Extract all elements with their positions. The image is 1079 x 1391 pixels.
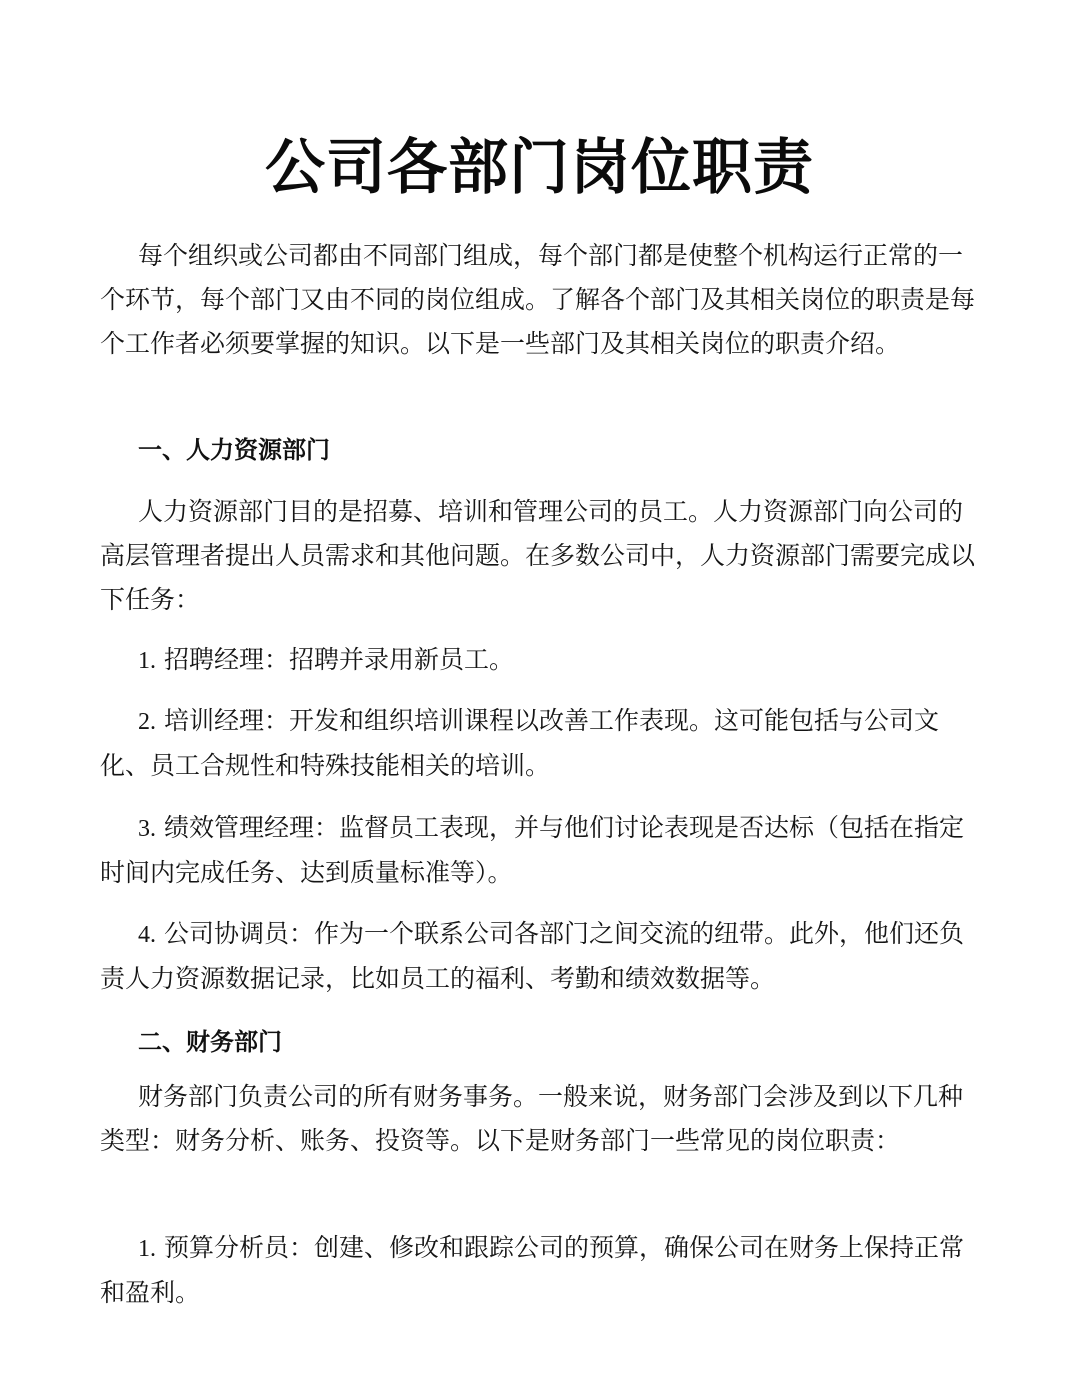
list-item-text: 公司协调员：作为一个联系公司各部门之间交流的纽带。此外，他们还负责人力资源数据记录，比如员工的福利、考勤和绩效数据等。 (100, 919, 964, 993)
list-item-hr-3 (100, 806, 980, 895)
list-item-text: 绩效管理经理：监督员工表现，并与他们讨论表现是否达标（包括在指定时间内完成任务、达到质量标准等）。 (100, 813, 964, 887)
section-intro-hr: 人力资源部门目的是招募、培训和管理公司的员工。人力资源部门向公司的高层管理者提出人员需求和其他问题。在多数公司中，人力资源部门需要完成以下任务： (100, 497, 976, 614)
list-item-number: 1. (138, 648, 156, 674)
list-item-number: 1. (138, 1236, 156, 1262)
list-item-number: 3. (138, 816, 156, 842)
list-item-number: 2. (138, 709, 156, 735)
list-item-text: 培训经理：开发和组织培训课程以改善工作表现。这可能包括与公司文化、员工合规性和特殊技能相关的培训。 (100, 706, 939, 780)
section-heading-finance: 二、财务部门 (138, 1028, 282, 1056)
list-item-text: 招聘经理：招聘并录用新员工。 (163, 645, 514, 674)
section-intro-finance: 财务部门负责公司的所有财务事务。一般来说，财务部门会涉及到以下几种类型：财务分析、账务、投资等。以下是财务部门一些常见的岗位职责： (100, 1082, 964, 1155)
document-title: 公司各部门岗位职责 (265, 133, 814, 203)
intro-paragraph: 每个组织或公司都由不同部门组成，每个部门都是使整个机构运行正常的一个环节，每个部门又由不同的岗位组成。了解各个部门及其相关岗位的职责是每个工作者必须要掌握的知识。以下是一些部门及其相关岗位的职责介绍。 (100, 241, 976, 358)
list-item-hr-2 (100, 699, 980, 788)
list-item-hr-4 (100, 912, 980, 1001)
list-item-hr-1 (100, 638, 980, 683)
section-heading-hr: 一、人力资源部门 (138, 436, 330, 464)
list-item-text: 预算分析员：创建、修改和跟踪公司的预算，确保公司在财务上保持正常和盈利。 (100, 1233, 964, 1307)
list-item-finance-1 (100, 1226, 980, 1315)
list-item-number: 4. (138, 922, 156, 948)
